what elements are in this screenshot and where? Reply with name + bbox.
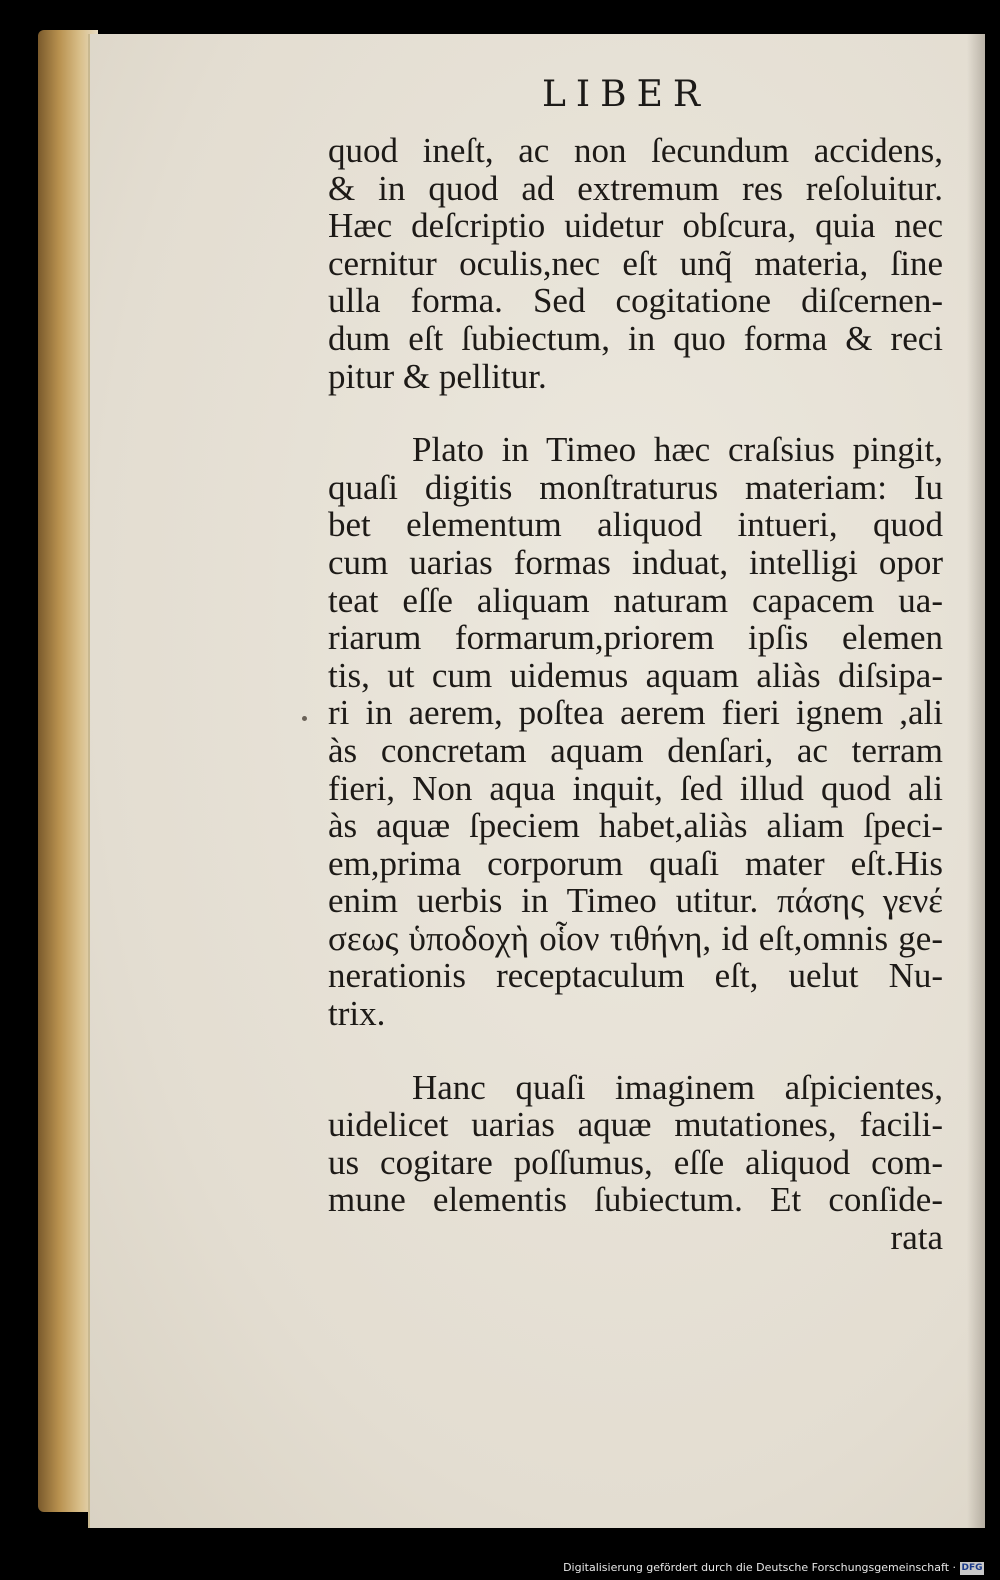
running-head: LIBER: [542, 74, 710, 115]
catchword: rata: [890, 1218, 943, 1258]
text-line: pitur & pellitur.: [328, 356, 547, 396]
text-line: ri in aerem, poſtea aerem fieri ignem ,ali: [328, 693, 943, 733]
gutter-shadow: [967, 34, 985, 1528]
paragraph-2: [328, 431, 943, 1033]
text-line: quaſi digitis monſtraturus materiam: Iu: [328, 467, 943, 507]
paragraph-3: [328, 1069, 943, 1257]
text-line: às concretam aquam denſari, ac terram: [328, 730, 943, 770]
text-line: enim uerbis in Timeo utitur. πάσης γενέ: [328, 881, 943, 921]
book-page: [88, 34, 985, 1528]
text-line: cum uarias formas induat, intelligi opor: [328, 542, 943, 582]
margin-mark: [302, 716, 307, 721]
text-line: trix.: [328, 994, 386, 1034]
text-line: quod ineſt, ac non ſecundum accidens,: [328, 131, 943, 170]
text-line: teat eſſe aliquam naturam capacem ua-: [328, 580, 943, 620]
text-line: & in quod ad extremum res reſoluitur.: [328, 168, 943, 208]
text-line: riarum formarum,priorem ipſis elemen: [328, 618, 943, 658]
text-line: mune elementis ſubiectum. Et conſide-: [328, 1180, 943, 1220]
text-line: nerationis receptaculum eſt, uelut Nu-: [328, 956, 943, 996]
digitization-credit: Digitalisierung gefördert durch die Deutsche Forschungsgemeinschaft ·: [563, 1561, 956, 1574]
text-line: fieri, Non aqua inquit, ſed illud quod ali: [328, 768, 943, 808]
dfg-logo-icon: DFG: [961, 1563, 983, 1573]
text-line: dum eſt ſubiectum, in quo forma & reci: [328, 318, 943, 358]
text-line: às aquæ ſpeciem habet,aliàs aliam ſpeci-: [328, 806, 943, 846]
text-line: em,prima corporum quaſi mater eſt.His: [328, 843, 943, 883]
paragraph-1: [328, 132, 943, 395]
text-line: us cogitare poſſumus, eſſe aliquod com-: [328, 1142, 943, 1182]
text-line: σεως ὑποδοχὴ οἷον τιθήνη, id eſt,omnis ge-: [328, 918, 943, 958]
text-line: bet elementum aliquod intueri, quod: [328, 505, 943, 545]
body-text: [328, 132, 943, 1257]
text-line: ulla forma. Sed cogitatione diſcernen-: [328, 281, 943, 321]
text-line: uidelicet uarias aquæ mutationes, facili-: [328, 1105, 943, 1145]
paragraph-gap: [328, 1033, 943, 1069]
text-line: Hanc quaſi imaginem aſpicientes,: [412, 1067, 943, 1107]
text-line: cernitur oculis,nec eſt unq̃ materia, ſine: [328, 243, 943, 283]
text-line: tis, ut cum uidemus aquam aliàs diſsipa-: [328, 655, 943, 695]
text-line: Plato in Timeo hæc craſsius pingit,: [412, 430, 943, 470]
paragraph-gap: [328, 395, 943, 431]
text-line: Hæc deſcriptio uidetur obſcura, quia nec: [328, 206, 943, 246]
